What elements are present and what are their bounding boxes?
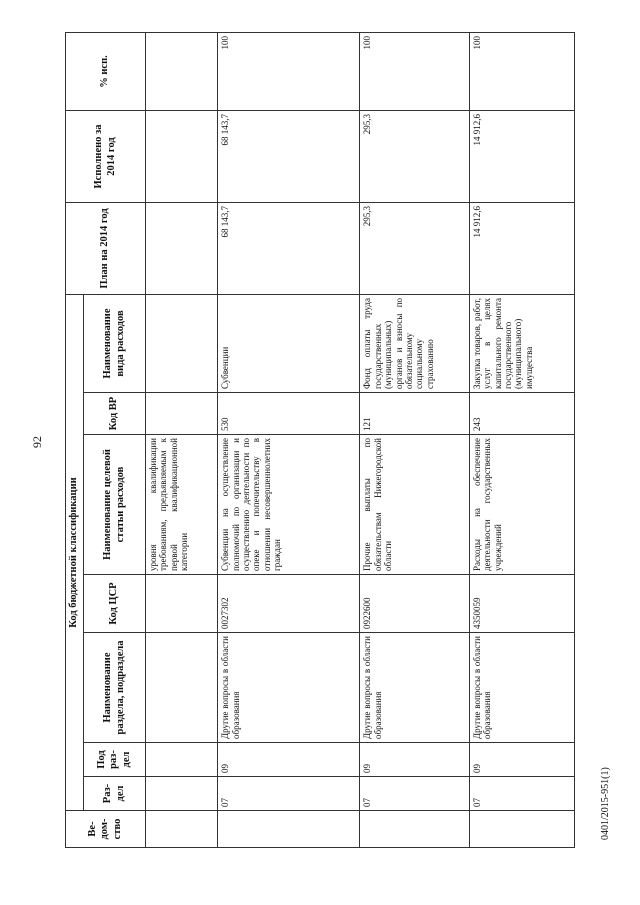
cell-plan: 14 912,6 xyxy=(469,202,574,294)
rotated-table-container xyxy=(65,33,575,848)
cell-kod-vr: 243 xyxy=(469,393,574,435)
continuation-text: уровня квалификации требованиям, предъявляемым к первой квалификационной категории xyxy=(146,435,218,575)
header-podrazdel: Под раз-дел xyxy=(84,743,146,777)
header-naim-razdela: Наименование раздела, подраздела xyxy=(84,633,146,743)
budget-table xyxy=(65,32,575,848)
cell-kod-vr: 121 xyxy=(360,393,469,435)
cell-razdel: 07 xyxy=(218,777,360,811)
header-plan: План на 2014 год xyxy=(66,202,146,294)
header-kod-vr: Код ВР xyxy=(84,393,146,435)
cell-kod-vr: 530 xyxy=(218,393,360,435)
cell-razdel: 07 xyxy=(469,777,574,811)
cell-ved xyxy=(360,811,469,848)
cell-naim-csr: Прочие выплаты по обязательствам Нижегородской области xyxy=(360,435,469,575)
cell-naim-vr: Субвенции xyxy=(218,294,360,392)
cell-plan: 295,3 xyxy=(360,202,469,294)
table-row xyxy=(218,32,360,847)
cell-naim-vr: Фонд оплаты труда государственных (муниципальных) органов и взносы по обязательному социальному страхованию xyxy=(360,294,469,392)
cell-percent: 100 xyxy=(469,32,574,110)
cell-podrazdel: 09 xyxy=(360,743,469,777)
header-percent: % исп. xyxy=(66,32,146,110)
cell-naim-csr: Субвенции на осуществление полномочий по организации и осуществлению деятельности по опеке и попечительству в отношении несовершеннолетних граждан xyxy=(218,435,360,575)
header-kod-csr: Код ЦСР xyxy=(84,575,146,633)
cell-ispolneno: 14 912,6 xyxy=(469,110,574,202)
table-row xyxy=(469,32,574,847)
cell-ved xyxy=(469,811,574,848)
cell-percent: 100 xyxy=(360,32,469,110)
cell-kod-csr: 4350059 xyxy=(469,575,574,633)
cell-naim-razdela: Другие вопросы в области образования xyxy=(218,633,360,743)
document-code: 0401/2015-951(1) xyxy=(600,767,611,840)
header-classification-group: Код бюджетной классификации xyxy=(66,294,84,810)
header-vedomstvo: Ве-дом-ство xyxy=(66,811,146,848)
cell-naim-vr: Закупка товаров, работ, услуг в целях капитального ремонта государственного (муниципального) имущества xyxy=(469,294,574,392)
table-row xyxy=(360,32,469,847)
cell-naim-csr: Расходы на обеспечение деятельности государственных учреждений xyxy=(469,435,574,575)
header-razdel: Раз-дел xyxy=(84,777,146,811)
cell-ispolneno: 68 143,7 xyxy=(218,110,360,202)
cell-ispolneno: 295,3 xyxy=(360,110,469,202)
cell-kod-csr: 0027302 xyxy=(218,575,360,633)
cell-naim-razdela: Другие вопросы в области образования xyxy=(360,633,469,743)
cell-naim-razdela: Другие вопросы в области образования xyxy=(469,633,574,743)
cell-plan: 68 143,7 xyxy=(218,202,360,294)
cell-percent: 100 xyxy=(218,32,360,110)
header-naim-csr: Наименование целевой статьи расходов xyxy=(84,435,146,575)
cell-podrazdel: 09 xyxy=(218,743,360,777)
table-row-continuation xyxy=(146,32,218,847)
header-ispolneno: Исполнено за 2014 год xyxy=(66,110,146,202)
cell-ved xyxy=(218,811,360,848)
header-naim-vr: Наименование вида расходов xyxy=(84,294,146,392)
cell-kod-csr: 0922600 xyxy=(360,575,469,633)
page-number: 92 xyxy=(30,436,44,448)
cell-razdel: 07 xyxy=(360,777,469,811)
cell-podrazdel: 09 xyxy=(469,743,574,777)
